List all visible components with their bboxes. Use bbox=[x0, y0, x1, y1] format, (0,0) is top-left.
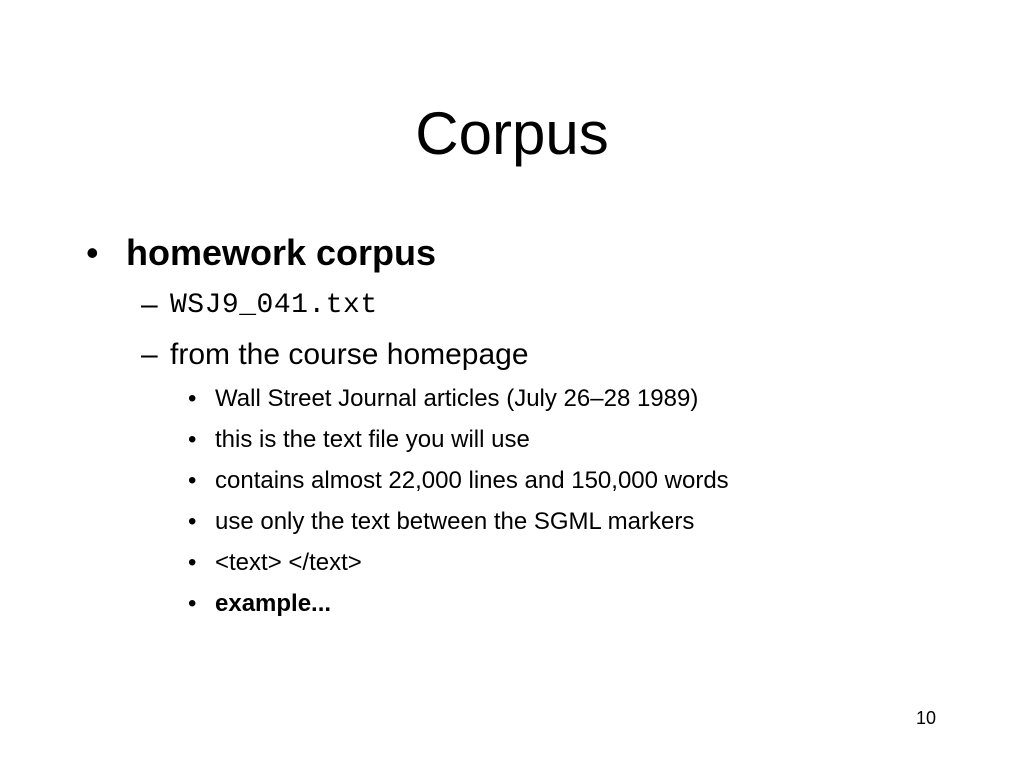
detail-item-sgml: use only the text between the SGML markers bbox=[215, 508, 695, 535]
corpus-filename: WSJ9_041.txt bbox=[170, 290, 378, 321]
bullet-homework-corpus: homework corpus bbox=[126, 232, 437, 273]
bullet-icon: • bbox=[86, 232, 99, 273]
page-number: 10 bbox=[915, 708, 936, 728]
bullet-icon: • bbox=[188, 467, 197, 494]
detail-item-text-file: this is the text file you will use bbox=[215, 426, 530, 453]
bullet-icon: • bbox=[188, 426, 197, 453]
detail-item-markers: <text> </text> bbox=[215, 549, 362, 576]
bullet-icon: • bbox=[188, 508, 197, 535]
dash-icon: – bbox=[141, 338, 158, 371]
sub-bullet-source: from the course homepage bbox=[170, 338, 529, 371]
bullet-icon: • bbox=[188, 385, 197, 412]
bullet-icon: • bbox=[188, 549, 197, 576]
dash-icon: – bbox=[141, 288, 158, 321]
bullet-icon: • bbox=[188, 590, 197, 617]
detail-item-size: contains almost 22,000 lines and 150,000 words bbox=[215, 467, 729, 494]
slide-title: Corpus bbox=[415, 100, 609, 167]
detail-item-example: example... bbox=[215, 590, 332, 617]
detail-item-wsj: Wall Street Journal articles (July 26–28 1989) bbox=[215, 385, 699, 412]
